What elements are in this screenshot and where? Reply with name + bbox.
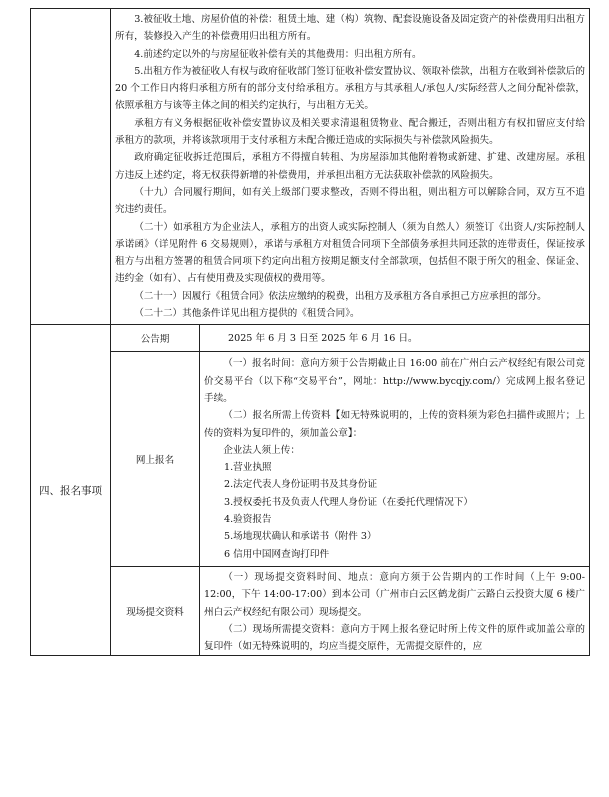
upload-item: 6 信用中国网查询打印件 [224, 548, 330, 560]
term-paragraph: 政府确定征收拆迁范围后，承租方不得擅自转租、为房屋添加其他附着物或新建、扩建、改建房屋。承租方违反上述约定，将无权获得新增的补偿费用，并承担出租方无法获取补偿款的风险损失。 [115, 152, 585, 181]
upload-requirements-paragraph: （二）报名所需上传资料【如无特殊说明的，上传的资料须为彩色扫描件或照片；上传的资料为复印件的，须加盖公章】： [204, 410, 585, 439]
term-paragraph: （十九）合同履行期间，如有关上级部门要求整改，否则不得出租，则出租方可以解除合同，双方互不追究违约责任。 [115, 186, 585, 216]
registration-content-cell [111, 325, 590, 656]
onsite-submission-label: 现场提交资料 [111, 566, 200, 655]
document-table [30, 8, 590, 656]
online-registration-row [111, 352, 589, 567]
document-page [30, 8, 590, 790]
enterprise-upload-heading: 企业法人须上传： [223, 444, 300, 456]
terms-content-cell [111, 9, 590, 325]
notice-period-label: 公告期 [111, 325, 200, 352]
term-paragraph: （二十二）其他条件详见出租方提供的《租赁合同》。 [134, 308, 360, 320]
term-paragraph: （二十一）因履行《租赁合同》依法应缴纳的税费，出租方及承租方各自承担己方应承担的部分。 [134, 290, 547, 302]
notice-period-value: 2025 年 6 月 3 日至 2025 年 6 月 16 日。 [228, 332, 418, 344]
upload-item: 5.场地现状确认和承诺书（附件 3） [224, 531, 377, 543]
terms-row [31, 9, 590, 325]
onsite-submission-row [111, 566, 589, 655]
term-paragraph: 5.出租方作为被征收人有权与政府征收部门签订征收补偿安置协议、领取补偿款，出租方在收到补偿款后的 20 个工作日内将归承租方所有的部分支付给承租方。承租方与其承租人/承包人/实际经营人之间分配补偿款，依照承租方与该等主体之间的相关约定执行，与出租方无关。 [115, 65, 585, 112]
onsite-submission-content [200, 566, 590, 655]
terms-left-cell [31, 9, 111, 325]
online-registration-content [200, 352, 590, 567]
registration-table [111, 325, 589, 655]
term-paragraph: 3.被征收土地、房屋价值的补偿：租赁土地、建（构）筑物、配套设施设备及固定资产的补偿费用归出租方所有，装修投入产生的补偿费用归出租方所有。 [115, 14, 585, 43]
registration-time-paragraph: （一）报名时间：意向方须于公告期截止日 16:00 前在广州白云产权经纪有限公司竞价交易平台（以下称“交易平台”，网址：http://www.bycqjy.com/）完成网上报名登记手续。 [204, 358, 585, 404]
upload-item: 2.法定代表人身份证明书及其身份证 [224, 479, 378, 491]
term-paragraph: 承租方有义务根据征收补偿安置协议及相关要求清退租赁物业、配合搬迁，否则出租方有权扣留应支付给承租方的款项，并将该款项用于支付承租方未配合搬迁造成的实际损失与补偿款风险损失。 [115, 117, 585, 147]
upload-item: 4.验资报告 [224, 514, 272, 526]
section-title: 四、报名事项 [31, 325, 111, 656]
notice-period-value-cell [200, 325, 590, 352]
registration-row [31, 325, 590, 656]
term-paragraph: （二十）如承租方为企业法人，承租方的出资人或实际控制人（须为自然人）须签订《出资人/实际控制人承诺函》（详见附件 6 交易规则），承诺与承租方对租赁合同项下全部债务承担共同还款的连带责任，保证按承租方与出租方签署的租赁合同项下约定向出租方按期足额支付全部款项，包括但不限于所欠的租金、保证金、违约金（如有）、占有使用费及实现债权的费用等。 [115, 221, 585, 285]
online-registration-label: 网上报名 [111, 352, 200, 567]
onsite-time-paragraph: （一）现场提交资料时间、地点：意向方须于公告期内的工作时间（上午 9:00-12:00，下午 14:00-17:00）到本公司（广州市白云区鹤龙街广云路白云投资大厦 6 楼广州白云产权经纪有限公司）现场提交。 [204, 571, 585, 618]
notice-period-row [111, 325, 589, 352]
upload-item: 3.授权委托书及负责人代理人身份证（在委托代理情况下） [224, 496, 473, 508]
upload-item: 1.营业执照 [224, 462, 272, 474]
term-paragraph: 4.前述约定以外的与房屋征收补偿有关的其他费用：归出租方所有。 [134, 48, 422, 60]
onsite-materials-paragraph: （二）现场所需提交资料：意向方于网上报名登记时所上传文件的原件或加盖公章的复印件（如无特殊说明的，均应当提交原件，无需提交原件的，应 [204, 623, 585, 653]
